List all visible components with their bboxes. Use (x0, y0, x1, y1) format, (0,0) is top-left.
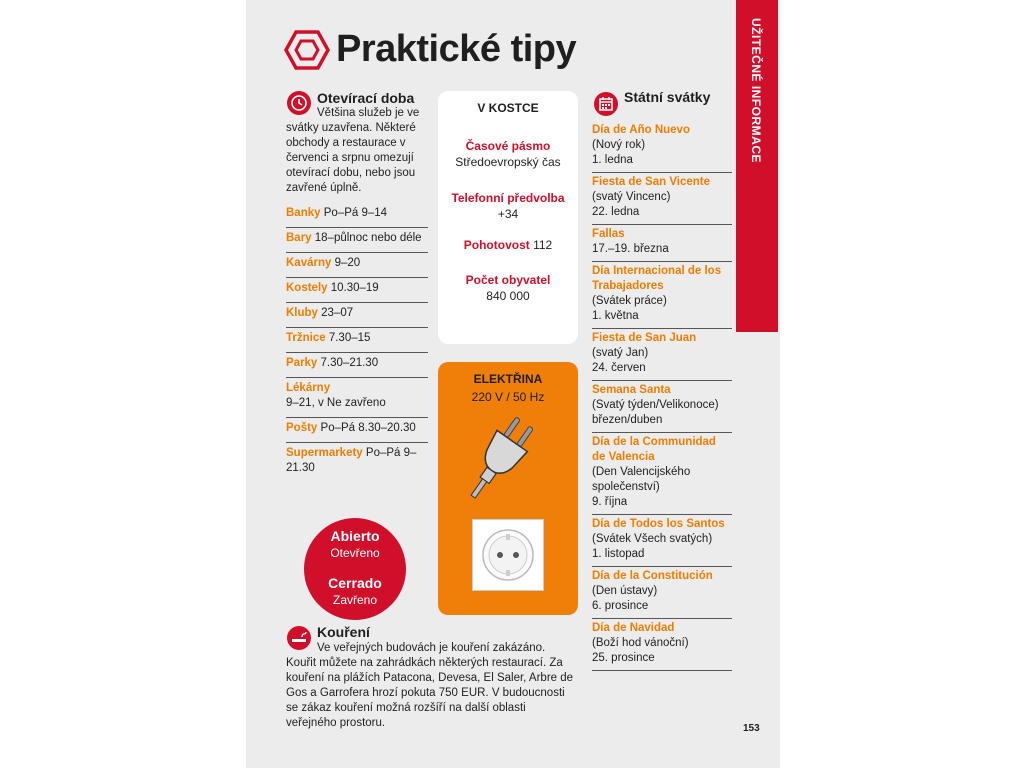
hours-row (286, 278, 428, 303)
holiday-name: Día de la Communidad de Valencia (592, 436, 716, 463)
opening-hours-title: Otevírací doba (317, 90, 415, 106)
plug-icon (460, 414, 556, 506)
hours-row (286, 202, 428, 228)
holiday-name: Fallas (592, 228, 625, 240)
hours-label: Banky (286, 207, 321, 219)
hours-label: Kluby (286, 307, 318, 319)
page-title: Praktické tipy (336, 28, 577, 70)
hours-label: Kavárny (286, 257, 332, 269)
holiday-date: 1. května (592, 310, 639, 322)
smoking-title: Kouření (317, 624, 370, 640)
holiday-description: (Svatý týden/Velikonoce) (592, 399, 719, 411)
phone-code-label: Telefonní předvolba (451, 191, 565, 205)
hours-row (286, 228, 428, 253)
hours-row (286, 303, 428, 328)
chapter-tab-label: PRAKTICKÉ TIPY (749, 185, 763, 293)
timezone-value: Středoevropský čas (455, 155, 561, 169)
calendar-icon (594, 92, 618, 116)
octagon-logo-icon (284, 30, 330, 70)
holiday-date: 1. ledna (592, 154, 633, 166)
holiday-item (592, 381, 732, 433)
holiday-name: Día de Navidad (592, 622, 675, 634)
holiday-date: 22. ledna (592, 206, 640, 218)
holiday-description: (Nový rok) (592, 139, 646, 151)
holiday-item (592, 515, 732, 567)
holiday-name: Día de Año Nuevo (592, 124, 690, 136)
holiday-item (592, 225, 732, 262)
holiday-description: (Boží hod vánoční) (592, 637, 689, 649)
holiday-description: (Den Valencijského společenství) (592, 466, 691, 493)
hours-label: Kostely (286, 282, 328, 294)
electricity-box (438, 362, 578, 615)
timezone-item (438, 138, 578, 170)
holiday-name: Día de la Constitución (592, 570, 713, 582)
hours-row (286, 353, 428, 378)
holiday-date: 6. prosince (592, 600, 649, 612)
section-tab-label: UŽITEČNÉ INFORMACE (749, 18, 763, 163)
population-item (438, 272, 578, 304)
hours-label: Supermarkety (286, 447, 363, 459)
holiday-description: (svatý Vincenc) (592, 191, 671, 203)
hours-row (286, 378, 428, 418)
hours-value: Po–Pá 9–21.30 (286, 447, 417, 474)
emergency-item (438, 237, 578, 253)
holiday-name: Fiesta de San Vicente (592, 176, 711, 188)
holiday-item (592, 173, 732, 225)
open-closed-sign (304, 518, 406, 620)
holiday-description: (Svátek práce) (592, 295, 667, 307)
hours-value: 23–07 (317, 307, 354, 319)
holiday-name: Fiesta de San Juan (592, 332, 697, 344)
holiday-item (592, 567, 732, 619)
opening-hours-list (286, 202, 428, 482)
open-translation: Otevřeno (330, 546, 380, 560)
electricity-heading: ELEKTŘINA (473, 372, 543, 386)
holiday-item (592, 329, 732, 381)
emergency-value: 112 (533, 238, 553, 252)
hours-value: 18–půlnoc nebo déle (311, 232, 422, 244)
hours-value: 10.30–19 (327, 282, 379, 294)
holiday-description: (svatý Jan) (592, 347, 649, 359)
population-value: 840 000 (486, 289, 530, 303)
hours-value: 7.30–15 (325, 332, 371, 344)
timezone-label: Časové pásmo (465, 139, 551, 153)
holiday-description: (Svátek Všech svatých) (592, 533, 713, 545)
in-brief-box (438, 91, 578, 344)
hours-value: Po–Pá 9–14 (320, 207, 388, 219)
hours-value: 9–20 (331, 257, 361, 269)
hours-label: Lékárny (286, 382, 331, 394)
holiday-date: 1. listopad (592, 548, 645, 560)
open-label: Abierto (330, 528, 380, 544)
holidays-title: Státní svátky (624, 89, 711, 105)
socket-icon (472, 519, 544, 591)
holiday-name: Día de Todos los Santos (592, 518, 725, 530)
holiday-item (592, 121, 732, 173)
holiday-name: Semana Santa (592, 384, 671, 396)
holiday-description: (Den ústavy) (592, 585, 658, 597)
holiday-item (592, 433, 732, 515)
closed-translation: Zavřeno (332, 593, 378, 607)
holiday-item (592, 619, 732, 671)
holidays-list (592, 121, 732, 671)
holiday-date: březen/duben (592, 414, 663, 426)
in-brief-heading: V KOSTCE (477, 101, 539, 115)
socket-panel (472, 519, 544, 591)
opening-hours-text: Většina služeb je ve svátky uzavřena. Některé obchody a restaurace v červenci a srpnu omezují otevírací dobu, nebo jsou zavřené úplně. (286, 107, 420, 194)
hours-value: 7.30–21.30 (317, 357, 379, 369)
phone-code-item (438, 190, 578, 222)
closed-label: Cerrado (328, 575, 382, 591)
emergency-label: Pohotovost (463, 238, 530, 252)
hours-row (286, 418, 428, 443)
hours-label: Parky (286, 357, 318, 369)
hours-label: Tržnice (286, 332, 326, 344)
holiday-date: 24. červen (592, 362, 646, 374)
hours-row (286, 328, 428, 353)
hours-value: Po–Pá 8.30–20.30 (317, 422, 416, 434)
phone-code-value: +34 (497, 207, 519, 221)
hours-label: Bary (286, 232, 312, 244)
hours-row (286, 253, 428, 278)
smoking-text: Ve veřejných budovách je kouření zakázáno. Kouřit můžete na zahrádkách některých restaurací. Za kouření na plážích Patacona, Devesa, El Saler, Arbre de Gos a Garrofera hrozí pokuta 750 EUR. V budoucnosti se zákaz kouření možná rozšíří na další oblasti veřejného prostoru. (286, 642, 574, 729)
holiday-date: 9. října (592, 496, 628, 508)
electricity-value: 220 V / 50 Hz (471, 390, 545, 404)
page-number: 153 (743, 723, 760, 734)
holiday-date: 17.–19. března (592, 243, 669, 255)
hours-label: Pošty (286, 422, 318, 434)
population-label: Počet obyvatel (465, 273, 551, 287)
hours-row (286, 443, 428, 482)
holiday-name: Día Internacional de los Trabajadores (592, 265, 722, 292)
holiday-date: 25. prosince (592, 652, 655, 664)
hours-value: 9–21, v Ne zavřeno (286, 397, 386, 409)
holiday-item (592, 262, 732, 329)
